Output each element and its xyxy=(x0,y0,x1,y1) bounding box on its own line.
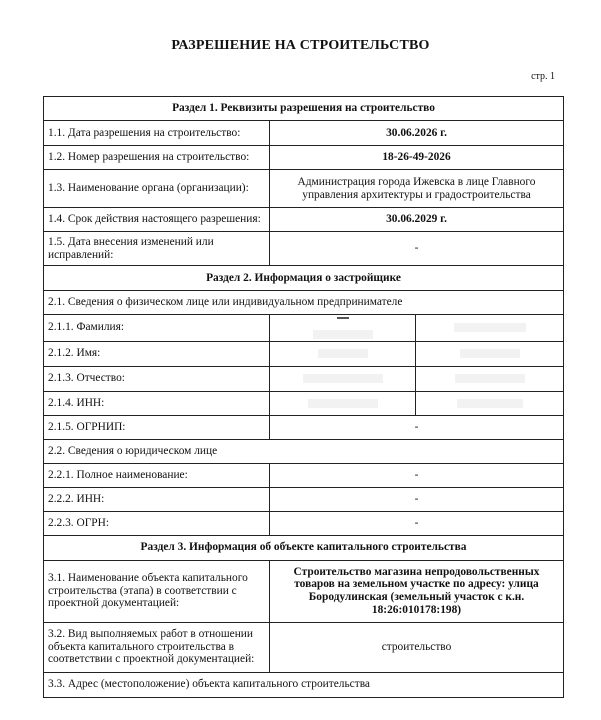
field-label: 2.1.2. Имя: xyxy=(44,341,270,366)
table-row xyxy=(44,415,564,439)
table-row xyxy=(44,511,564,535)
field-label: 1.4. Срок действия настоящего разрешения: xyxy=(44,208,270,232)
subsection-header: 2.1. Сведения о физическом лице или индивидуальном предпринимателе xyxy=(44,291,564,315)
redaction-mark xyxy=(454,323,526,332)
permit-number-value: 18-26-49-2026 xyxy=(270,146,564,170)
legal-inn-value: - xyxy=(270,487,564,511)
field-label: 1.2. Номер разрешения на строительство: xyxy=(44,146,270,170)
redaction-mark xyxy=(313,330,373,339)
redacted-value xyxy=(416,366,564,391)
field-label: 1.5. Дата внесения изменений или исправлений: xyxy=(44,232,270,266)
field-label: 2.2.1. Полное наименование: xyxy=(44,463,270,487)
field-label: 2.2.2. ИНН: xyxy=(44,487,270,511)
redacted-value xyxy=(270,315,416,342)
validity-value: 30.06.2029 г. xyxy=(270,208,564,232)
redaction-mark xyxy=(337,317,349,319)
permit-table xyxy=(43,96,564,698)
section-header-row xyxy=(44,266,564,291)
field-label: 3.2. Вид выполняемых работ в отношении объекта капитального строительства в соответствии с проектной документацией: xyxy=(44,622,270,672)
redaction-mark xyxy=(303,374,383,383)
redaction-mark xyxy=(455,374,525,383)
legal-name-value: - xyxy=(270,463,564,487)
table-row xyxy=(44,391,564,415)
redacted-value xyxy=(270,341,416,366)
work-type-value: строительство xyxy=(270,622,564,672)
ogrnip-value: - xyxy=(270,415,564,439)
redaction-mark xyxy=(457,399,523,408)
table-row xyxy=(44,341,564,366)
table-row xyxy=(44,560,564,622)
document-title: РАЗРЕШЕНИЕ НА СТРОИТЕЛЬСТВО xyxy=(171,38,430,53)
redaction-mark xyxy=(460,349,520,358)
table-row xyxy=(44,121,564,146)
field-label: 2.1.5. ОГРНИП: xyxy=(44,415,270,439)
table-row xyxy=(44,232,564,266)
redaction-mark xyxy=(318,349,368,358)
address-header: 3.3. Адрес (местоположение) объекта капитального строительства xyxy=(44,672,564,697)
redacted-value xyxy=(270,366,416,391)
table-row xyxy=(44,291,564,315)
field-label: 2.1.4. ИНН: xyxy=(44,391,270,415)
table-row xyxy=(44,487,564,511)
redacted-value xyxy=(416,315,564,342)
subsection-header: 2.2. Сведения о юридическом лице xyxy=(44,439,564,463)
section2-header: Раздел 2. Информация о застройщике xyxy=(44,266,564,291)
redaction-mark xyxy=(308,399,378,408)
section-header-row xyxy=(44,535,564,560)
table-row xyxy=(44,622,564,672)
field-label: 2.1.3. Отчество: xyxy=(44,366,270,391)
table-row xyxy=(44,439,564,463)
table-row xyxy=(44,146,564,170)
table-row xyxy=(44,463,564,487)
table-row xyxy=(44,170,564,208)
table-row xyxy=(44,315,564,342)
field-label: 1.1. Дата разрешения на строительство: xyxy=(44,121,270,146)
redacted-value xyxy=(270,391,416,415)
issuing-authority-value: Администрация города Ижевска в лице Главного управления архитектуры и градостроительства xyxy=(270,170,564,208)
legal-ogrn-value: - xyxy=(270,511,564,535)
field-label: 1.3. Наименование органа (организации): xyxy=(44,170,270,208)
section3-header: Раздел 3. Информация об объекте капитального строительства xyxy=(44,535,564,560)
object-name-value: Строительство магазина непродовольственных товаров на земельном участке по адресу: улица Бородулинская (земельный участок с к.н. 18:26:010178:198) xyxy=(270,560,564,622)
redacted-value xyxy=(416,391,564,415)
field-label: 3.1. Наименование объекта капитального строительства (этапа) в соответствии с проектной документацией: xyxy=(44,560,270,622)
table-row xyxy=(44,208,564,232)
table-row xyxy=(44,366,564,391)
field-label: 2.1.1. Фамилия: xyxy=(44,315,270,342)
field-label: 2.2.3. ОГРН: xyxy=(44,511,270,535)
table-row xyxy=(44,672,564,697)
page-number: стр. 1 xyxy=(531,71,555,82)
redacted-value xyxy=(416,341,564,366)
section1-header: Раздел 1. Реквизиты разрешения на строительство xyxy=(44,97,564,121)
amendment-date-value: - xyxy=(270,232,564,266)
permit-date-value: 30.06.2026 г. xyxy=(270,121,564,146)
section-header-row xyxy=(44,97,564,121)
